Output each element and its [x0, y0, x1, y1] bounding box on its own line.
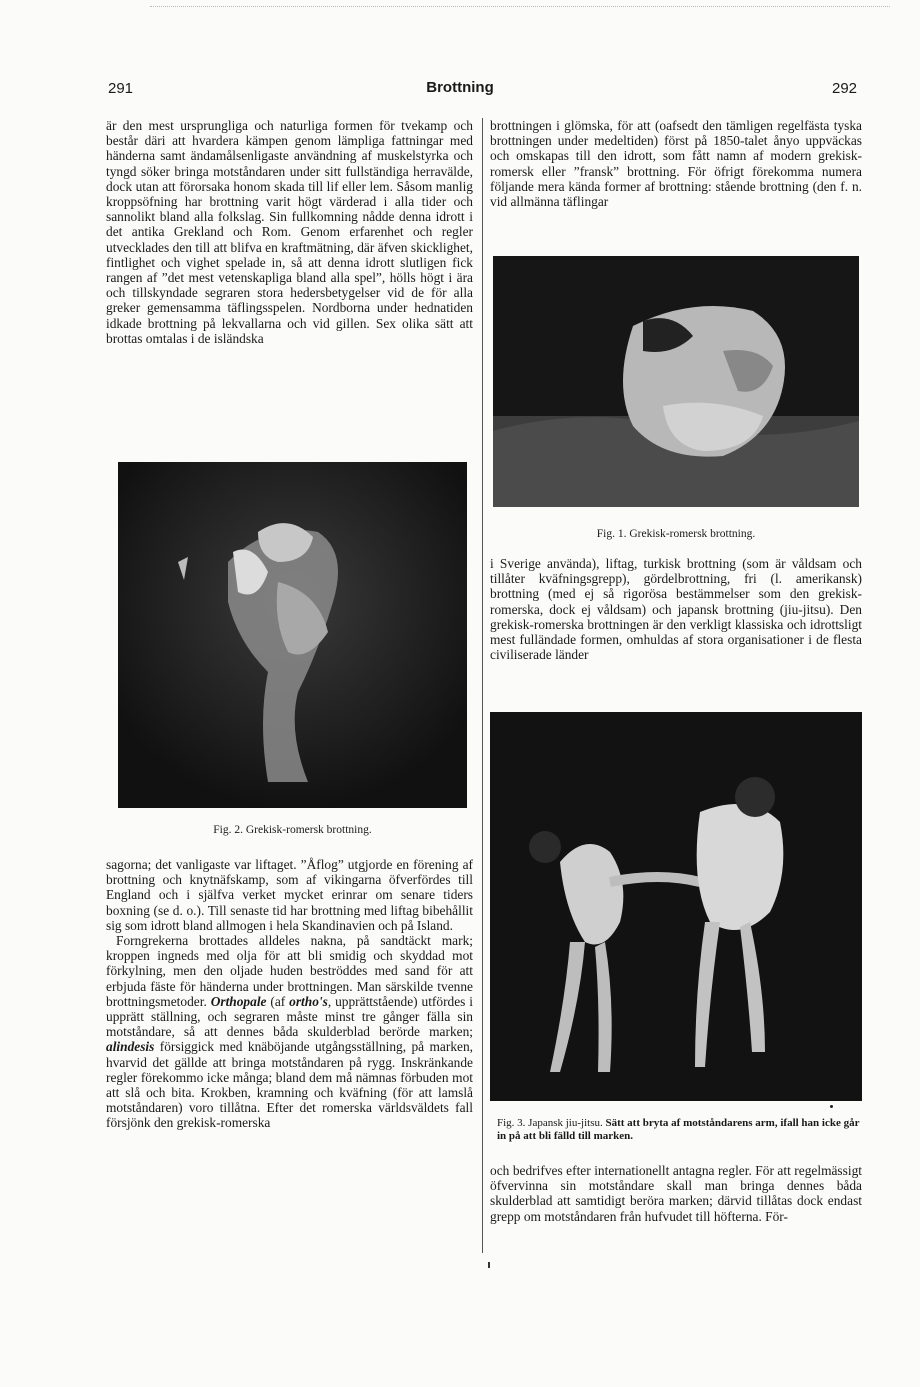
- figure-3-caption: Fig. 3. Japansk jiu-jitsu. Sätt att bryta af motståndarens arm, ifall han icke går in på att bli fälld till marken.: [497, 1117, 860, 1142]
- paragraph: är den mest ursprungliga och naturliga formen för tvekamp och består däri att hvardera kämpen genom lämpliga fattningar med händerna samt ändamålsenligaste användning af muskelstyrka och tyngd söker bringa motståndaren under sitt fullständiga herravälde, dock utan att förorsaka honom skada till lif eller lem. Såsom manlig kroppsöfning har brottning varit högt värderad i alla tider och sannolikt bland alla folkslag. Sin fullkomning nådde denna idrott i det antika Grekland och Rom. Genom erfarenhet och regler utvecklades den till att blifva en kraftmätning, där äfven skicklighet, fintlighet och vighet spelade in, så att denna idrott slutligen fick rangen af ”det mest vetenskapliga bland alla spel”, hölls högt i ära och tillskyndade segraren stora hedersbetygelser vid de för alla greker gemensamma täflingsspelen. Nordborna under hednatiden idkade brottning på lekvallarna och vid gillen. Sex olika sätt att brottas omtalas i de isländska: [106, 118, 473, 346]
- scan-edge-line: [150, 6, 890, 7]
- paragraph: och bedrifves efter internationellt antagna regler. För att regelmässigt öfvervinna sin motståndare skall man bringa dennes båda skulderblad att samtidigt beröra marken; därvid tillåtas dock endast grepp om motståndaren från hufvudet till höfterna. För-: [490, 1163, 862, 1224]
- paragraph: sagorna; det vanligaste var liftaget. ”Åflog” utgjorde en förening af brottning och knytnäfskamp, som af vikingarna öfverfördes till England och i själfva verket mycket erinrar om senare tiders boxning (se d. o.). Till senaste tid har brottning med liftag bibehållit sig som idrott bland allmogen i hela Skandinavien och på Island.: [106, 857, 473, 933]
- scan-mark: [488, 1262, 490, 1268]
- term-alindesis: alindesis: [106, 1039, 155, 1055]
- right-column-text-top: [490, 118, 862, 209]
- figure-1-image: [493, 256, 859, 507]
- figure-2-caption: Fig. 2. Grekisk-romersk brottning.: [213, 824, 372, 836]
- left-column-text-top: [106, 118, 473, 346]
- figure-1-photo: [493, 256, 859, 507]
- right-column-text-middle: [490, 556, 862, 662]
- left-column-text-bottom: [106, 857, 473, 1131]
- scan-speck: [830, 1105, 833, 1108]
- figure-3-image: [490, 712, 862, 1101]
- figure-1-caption: Fig. 1. Grekisk-romersk brottning.: [596, 528, 756, 540]
- figure-2-image: [118, 462, 467, 808]
- paragraph: i Sverige använda), liftag, turkisk brottning (som är våldsam och tillåter kväfningsgrepp), gördelbrottning, fri (l. amerikansk) brottning (med ej så rigorösa bestämmelser som den grekisk-romerska, dock ej våldsam) och japansk brottning (jiu-jitsu). Den grekisk-romerska brottningen är den verkligt klassiska och idrottsligt mest fulländade formen, omhuldas af stora organisationer i de flesta civiliserade länder: [490, 556, 862, 663]
- column-divider: [482, 118, 483, 1253]
- right-column-text-bottom: [490, 1163, 862, 1224]
- term-orthopale: Orthopale: [210, 993, 267, 1009]
- running-title: Brottning: [426, 79, 494, 96]
- page-number-right: 292: [832, 80, 858, 97]
- paragraph: brottningen i glömska, för att (oafsedt den tämligen regelfästa tyska brottningen under medeltiden) först på 1850-talet ånyo uppväckas och omskapas till den idrott, som fått namn af modern grekisk-romersk eller ”fransk” brottning. För öfrigt förekomma numera följande mera kända former af brottning: stående brottning (den f. n. vid allmänna täflingar: [490, 118, 862, 210]
- figure-2-photo: [118, 462, 467, 808]
- paragraph: Forngrekerna brottades alldeles nakna, på sandtäckt mark; kroppen ingneds med olja för att bli smidig och skyddad mot förkylning, men den oljade huden beströddes med sand för att erbjuda fäste för händerna under brottningen. Man särskilde tvenne brottningsmetoder. Orthopale (af ortho's, upprättstående) utfördes i upprätt ställning, och segraren måste minst tre gånger fälla sin motståndare, så att dennes båda skulderblad berörde marken; alindesis försiggick med knäböjande utgångsställning, på marken, hvarvid det gällde att bringa motståndaren på rygg. Inskränkande regler förekommo icke många; bland dem må nämnas förbuden mot att slå och bita. Krokben, kramning och kväfning (för att lamslå motståndaren) voro tillåtna. Efter det romerska världsväldets fall försjönk den grekisk-romerska: [106, 933, 473, 1131]
- term-orthos: ortho's: [289, 993, 328, 1009]
- page-number-left: 291: [108, 80, 134, 97]
- figure-3-photo: [490, 712, 862, 1101]
